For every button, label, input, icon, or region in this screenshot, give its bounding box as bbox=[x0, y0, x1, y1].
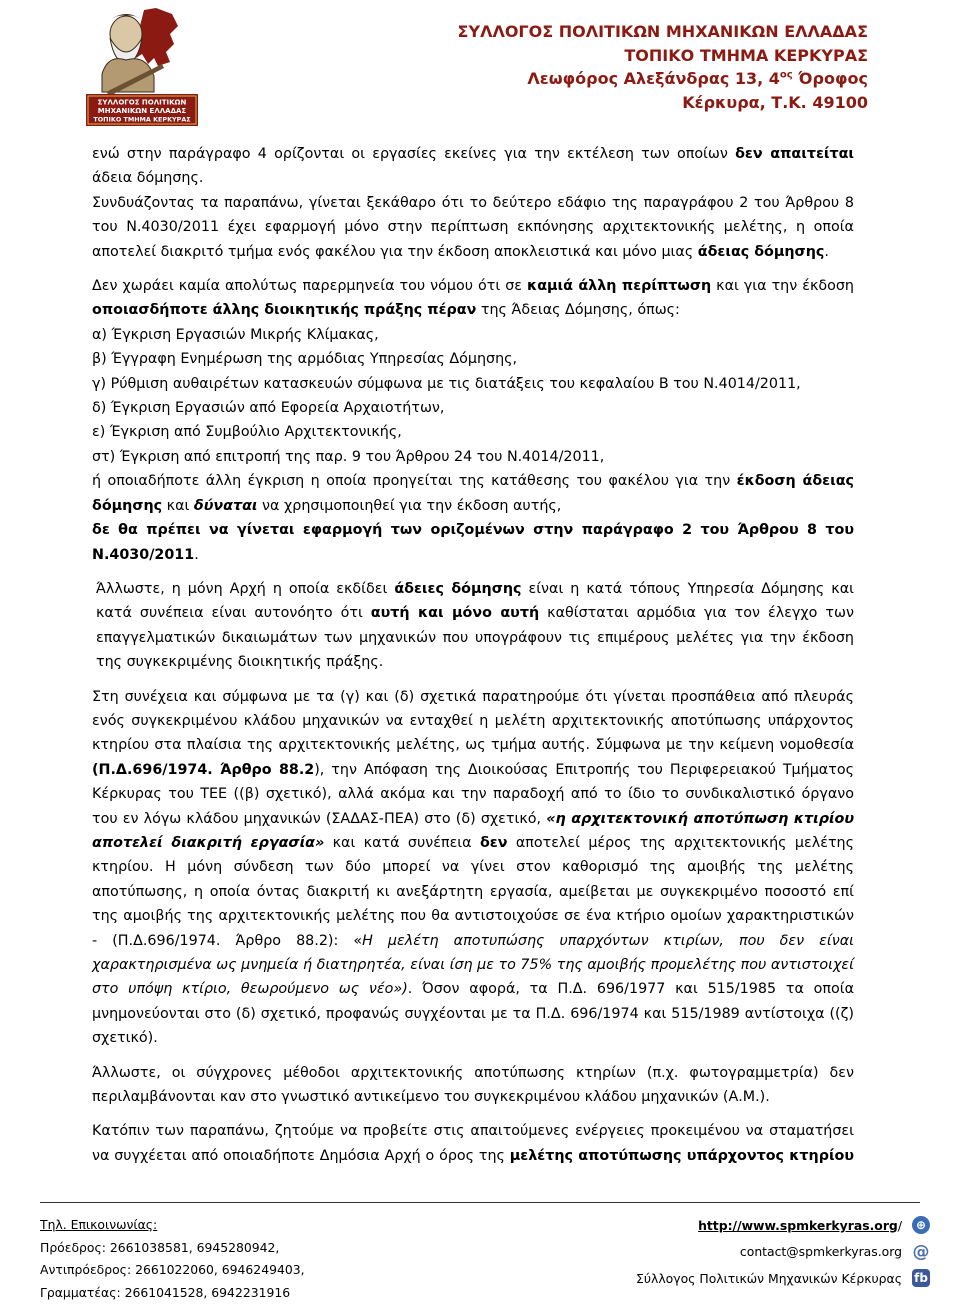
email-row bbox=[510, 1241, 930, 1264]
facebook-link[interactable]: Σύλλογος Πολιτικών Μηχανικών Κέρκυρας bbox=[636, 1271, 902, 1286]
org-branch: ΤΟΠΙΚΟ ΤΜΗΜΑ ΚΕΡΚΥΡΑΣ bbox=[458, 44, 868, 68]
paragraph-8: Άλλωστε, οι σύγχρονες μέθοδοι αρχιτεκτονικής αποτύπωσης κτηρίων (π.χ. φωτογραμμετρία) δεν περιλαμβάνονται καν στο γνωστικό αντικείμενο του συγκεκριμένου κλάδου μηχανικών (Α.Μ.). bbox=[92, 1061, 854, 1110]
list-item: β) Έγγραφη Ενημέρωση της αρμόδιας Υπηρεσίας Δόμησης, bbox=[92, 347, 854, 371]
paragraph-6: Άλλωστε, η μόνη Αρχή η οποία εκδίδει άδειες δόμησης είναι η κατά τόπους Υπηρεσία Δόμησης και κατά συνέπεια είναι αυτονόητο ότι αυτή και μόνο αυτή καθίσταται αρμόδια για τον έλεγχο των επαγγελματικών δικαιωμάτων των μηχανικών που υπογράφουν τις επιμέρους μελέτες για την έκδοση της συγκεκριμένης διοικητικής πράξης. bbox=[92, 577, 854, 675]
list-item: δ) Έγκριση Εργασιών από Εφορεία Αρχαιοτήτων, bbox=[92, 396, 854, 420]
website-row: http://www.spmkerkyras.org/ ⊕ bbox=[510, 1214, 930, 1237]
paragraph-5-conclusion: δε θα πρέπει να γίνεται εφαρμογή των οριζομένων στην παράγραφο 2 του Άρθρου 8 του Ν.4030/2011. bbox=[92, 518, 854, 567]
logo-text-line-3: ΤΟΠΙΚΟ ΤΜΗΜΑ ΚΕΡΚΥΡΑΣ bbox=[93, 116, 190, 124]
email-link[interactable]: contact@spmkerkyras.org bbox=[740, 1244, 902, 1259]
paragraph-3: Δεν χωράει καμία απολύτως παρερμηνεία του νόμου ότι σε καμιά άλλη περίπτωση και για την έκδοση οποιασδήποτε άλλης διοικητικής πράξης πέραν της Άδειας Δόμησης, όπως: bbox=[92, 274, 854, 323]
paragraph-9: Κατόπιν των παραπάνω, ζητούμε να προβείτε στις απαιτούμενες ενέργειες προκειμένου να σταματήσει να συγχέεται από οποιαδήποτε Δημόσια Αρχή ο όρος της μελέτης αποτύπωσης υπάρχοντος κτηρίου bbox=[92, 1119, 854, 1168]
list-item: ε) Έγκριση από Συμβούλιο Αρχιτεκτονικής, bbox=[92, 420, 854, 444]
logo-text-line-1: ΣΥΛΛΟΓΟΣ ΠΟΛΙΤΙΚΩΝ bbox=[98, 99, 187, 107]
contact-heading: Τηλ. Επικοινωνίας: bbox=[40, 1214, 305, 1237]
footer-contacts bbox=[40, 1214, 305, 1304]
letterhead bbox=[458, 20, 868, 114]
list-item: στ) Έγκριση από επιτροπή της παρ. 9 του Άρθρου 24 του Ν.4014/2011, bbox=[92, 445, 854, 469]
org-address: Λεωφόρος Αλεξάνδρας 13, $4^{o\varsigma}$ Όροφος bbox=[458, 67, 868, 91]
at-sign-icon: @ bbox=[912, 1243, 930, 1261]
contact-president: Πρόεδρος: 2661038581, 6945280942, bbox=[40, 1237, 305, 1260]
list-item: α) Έγκριση Εργασιών Μικρής Κλίμακας, bbox=[92, 323, 854, 347]
paragraph-1: ενώ στην παράγραφο 4 ορίζονται οι εργασίες εκείνες για την εκτέλεση των οποίων δεν απαιτείται άδεια δόμησης. bbox=[92, 142, 854, 191]
list-item: γ) Ρύθμιση αυθαιρέτων κατασκευών σύμφωνα με τις διατάξεις του κεφαλαίου Β του Ν.4014/2011, bbox=[92, 372, 854, 396]
paragraph-4: ή οποιαδήποτε άλλη έγκριση η οποία προηγείται της κατάθεσης του φακέλου για την έκδοση άδειας δόμησης και δύναται να χρησιμοποιηθεί για την έκδοση αυτής, bbox=[92, 469, 854, 518]
footer-links bbox=[510, 1214, 930, 1294]
paragraph-2: Συνδυάζοντας τα παραπάνω, γίνεται ξεκάθαρο ότι το δεύτερο εδάφιο της παραγράφου 2 του Άρθρου 8 του Ν.4030/2011 έχει εφαρμογή μόνο στην περίπτωση εκπόνησης αρχιτεκτονικής μελέτης, η οποία αποτελεί διακριτό τμήμα ενός φακέλου για την έκδοση αποκλειστικά και μόνο μιας άδειας δόμησης. bbox=[92, 191, 854, 264]
contact-vice-president: Αντιπρόεδρος: 2661022060, 6946249403, bbox=[40, 1259, 305, 1282]
logo-text-line-2: ΜΗΧΑΝΙΚΩΝ ΕΛΛΑΔΑΣ bbox=[98, 107, 187, 115]
facebook-icon: fb bbox=[912, 1269, 930, 1287]
website-link[interactable]: http://www.spmkerkyras.org bbox=[698, 1218, 898, 1233]
facebook-row bbox=[510, 1267, 930, 1290]
org-city: Κέρκυρα, Τ.Κ. 49100 bbox=[458, 91, 868, 115]
footer-divider bbox=[40, 1202, 920, 1203]
paragraph-7: Στη συνέχεια και σύμφωνα με τα (γ) και (δ) σχετικά παρατηρούμε ότι γίνεται προσπάθεια από πλευράς ενός συγκεκριμένου κλάδου μηχανικών να ενταχθεί η μελέτη αρχιτεκτονικής αποτύπωσης υπάρχοντος κτηρίου στα πλαίσια της αρχιτεκτονικής μελέτης, ως τμήμα αυτής. Σύμφωνα με την κείμενη νομοθεσία (Π.Δ.696/1974. Άρθρο 88.2), την Απόφαση της Διοικούσας Επιτροπής του Περιφερειακού Τμήματος Κέρκυρας του ΤΕΕ ((β) σχετικό), αλλά ακόμα και την παραδοχή από το ίδιο το συνδικαλιστικό όργανο του εν λόγω κλάδου μηχανικών (ΣΑΔΑΣ-ΠΕΑ) στο (δ) σχετικό, «η αρχιτεκτονική αποτύπωση κτιρίου αποτελεί διακριτή εργασία» και κατά συνέπεια δεν αποτελεί μέρος της αρχιτεκτονικής μελέτης κτηρίου. Η μόνη σύνδεση των δύο μπορεί να γίνει στον καθορισμό της αμοιβής της μελέτης αποτύπωσης, η οποία όντας διακριτή κι ανεξάρτητη εργασία, αμείβεται με συγκεκριμένο ποσοστό επί της αμοιβής της αρχιτεκτονικής μελέτης που θα αντιστοιχούσε σε ένα κτήριο ομοίων χαρακτηριστικών - (Π.Δ.696/1974. Άρθρο 88.2): «Η μελέτη αποτυπώσης υπαρχόντων κτιρίων, που δεν είναι χαρακτηρισμένα ως μνημεία ή διατηρητέα, είναι ίση με το 75% της αμοιβής προμελέτης που αντιστοιχεί στο υπόψη κτίριο, θεωρούμενο ως νέο»). Όσον αφορά, τα Π.Δ. 696/1977 και 515/1985 τα οποία μνημονεύονται στο (δ) σχετικό, προφανώς συγχέονται με τα Π.Δ. 696/1974 και 515/1989 αντίστοιχα ((ζ) σχετικό). bbox=[92, 685, 854, 1051]
approvals-list bbox=[92, 323, 854, 469]
globe-icon: ⊕ bbox=[912, 1216, 930, 1234]
org-name: ΣΥΛΛΟΓΟΣ ΠΟΛΙΤΙΚΩΝ ΜΗΧΑΝΙΚΩΝ ΕΛΛΑΔΑΣ bbox=[458, 20, 868, 44]
association-logo bbox=[84, 4, 200, 128]
letter-body bbox=[92, 142, 854, 1168]
contact-secretary: Γραμματέας: 2661041528, 6942231916 bbox=[40, 1282, 305, 1304]
